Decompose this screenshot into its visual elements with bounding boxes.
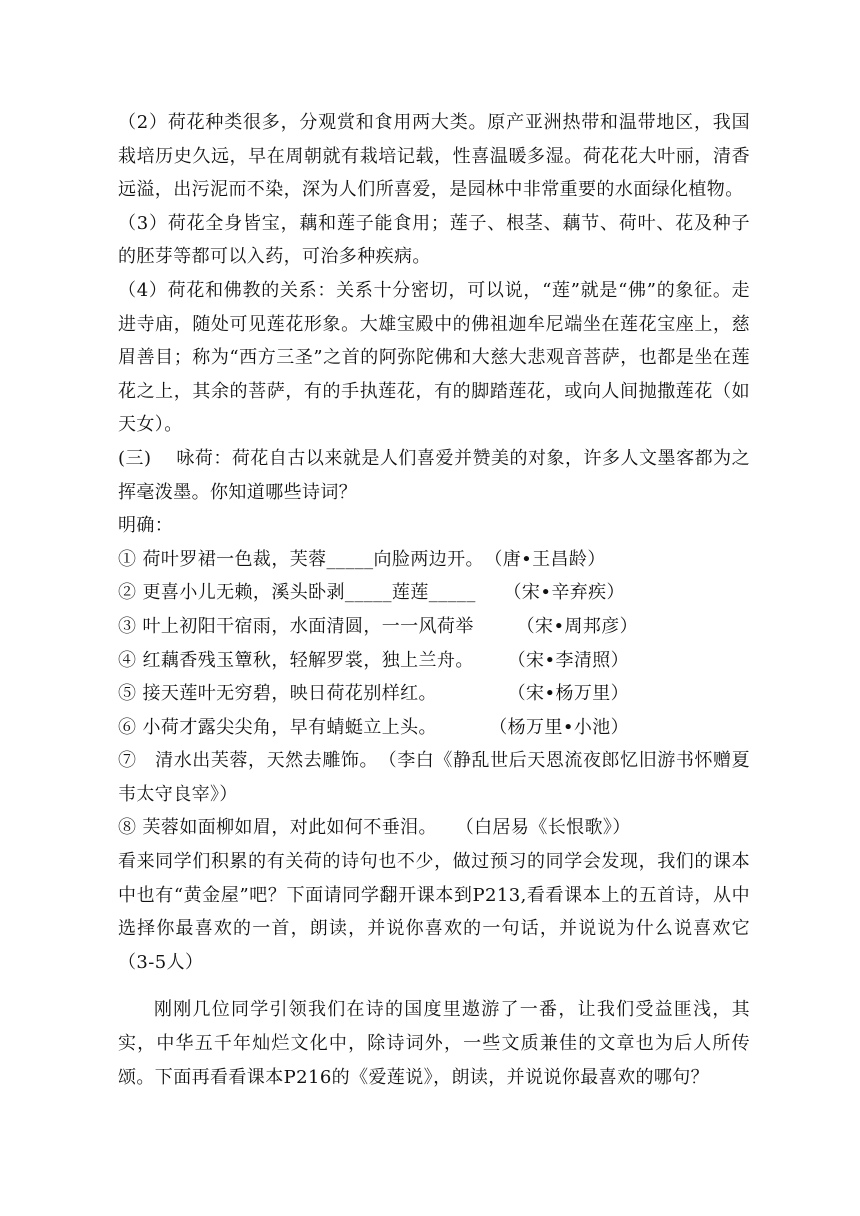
paragraph-clarify-label: 明确：	[118, 515, 174, 537]
poem-line-6: ⑥ 小荷才露尖尖角，早有蜻蜓立上头。 （杨万里•小池）	[118, 716, 630, 738]
poem-line-2: ② 更喜小儿无赖，溪头卧剥_____莲莲_____ （宋•辛弃疾）	[118, 582, 625, 604]
poem-line-7: ⑦ 清水出芙蓉，天然去雕饰。 （李白《静乱世后天恩流夜郎忆旧游书怀赠夏韦太守良宰》）	[118, 750, 750, 805]
paragraph-lotus-buddhism: （4）荷花和佛教的关系：关系十分密切，可以说，“莲”就是“佛”的象征。走进寺庙，随处可见莲花形象。大雄宝殿中的佛祖迦牟尼端坐在莲花宝座上，慈眉善目；称为“西方三圣”之首的阿弥陀佛和大慈大悲观音菩萨，也都是坐在莲花之上，其余的菩萨，有的手执莲花，有的脚踏莲花，或向人间抛撒莲花（如天女）。	[118, 279, 750, 436]
poem-line-3: ③ 叶上初阳干宿雨，水面清圆，一一风荷举 （宋•周邦彦）	[118, 615, 639, 637]
paragraph-ai-lian-shuo: 刚刚几位同学引领我们在诗的国度里遨游了一番，让我们受益匪浅，其实，中华五千年灿烂文化中，除诗词外，一些文质兼佳的文章也为后人所传颂。下面再看看课本P216的《爱莲说》，朗读，并说说你最喜欢的哪句？	[118, 999, 750, 1088]
paragraph-lotus-uses: （3）荷花全身皆宝，藕和莲子能食用；莲子、根茎、藕节、荷叶、花及种子的胚芽等都可以入药，可治多种疾病。	[118, 212, 750, 268]
poem-line-8: ⑧ 芙蓉如面柳如眉，对此如何不垂泪。 （白居易《长恨歌》）	[118, 817, 631, 839]
poem-line-1: ① 荷叶罗裙一色裁，芙蓉_____向脸两边开。 （唐•王昌龄）	[118, 548, 606, 570]
paragraph-lotus-varieties: （2）荷花种类很多，分观赏和食用两大类。原产亚洲热带和温带地区，我国栽培历史久远，早在周朝就有栽培记载，性喜温暖多湿。荷花花大叶丽，清香远溢，出污泥而不染，深为人们所喜爱，是园林中非常重要的水面绿化植物。	[118, 112, 750, 201]
document-page	[118, 106, 750, 1094]
poem-line-4: ④ 红藕香残玉簟秋，轻解罗裳，独上兰舟。 （宋•李清照）	[118, 649, 630, 671]
paragraph-ode-to-lotus: (三) 咏荷：荷花自古以来就是人们喜爱并赞美的对象，许多人文墨客都为之挥毫泼墨。你知道哪些诗词？	[118, 447, 750, 503]
paragraph-textbook-poems: 看来同学们积累的有关荷的诗句也不少，做过预习的同学会发现，我们的课本中也有“黄金屋”吧？下面请同学翻开课本到P213,看看课本上的五首诗，从中选择你最喜欢的一首，朗读，并说你喜欢的一句话，并说说为什么说喜欢它（3-5人）	[118, 851, 750, 973]
poem-line-5: ⑤ 接天莲叶无穷碧，映日荷花别样红。 （宋•杨万里）	[118, 683, 630, 705]
